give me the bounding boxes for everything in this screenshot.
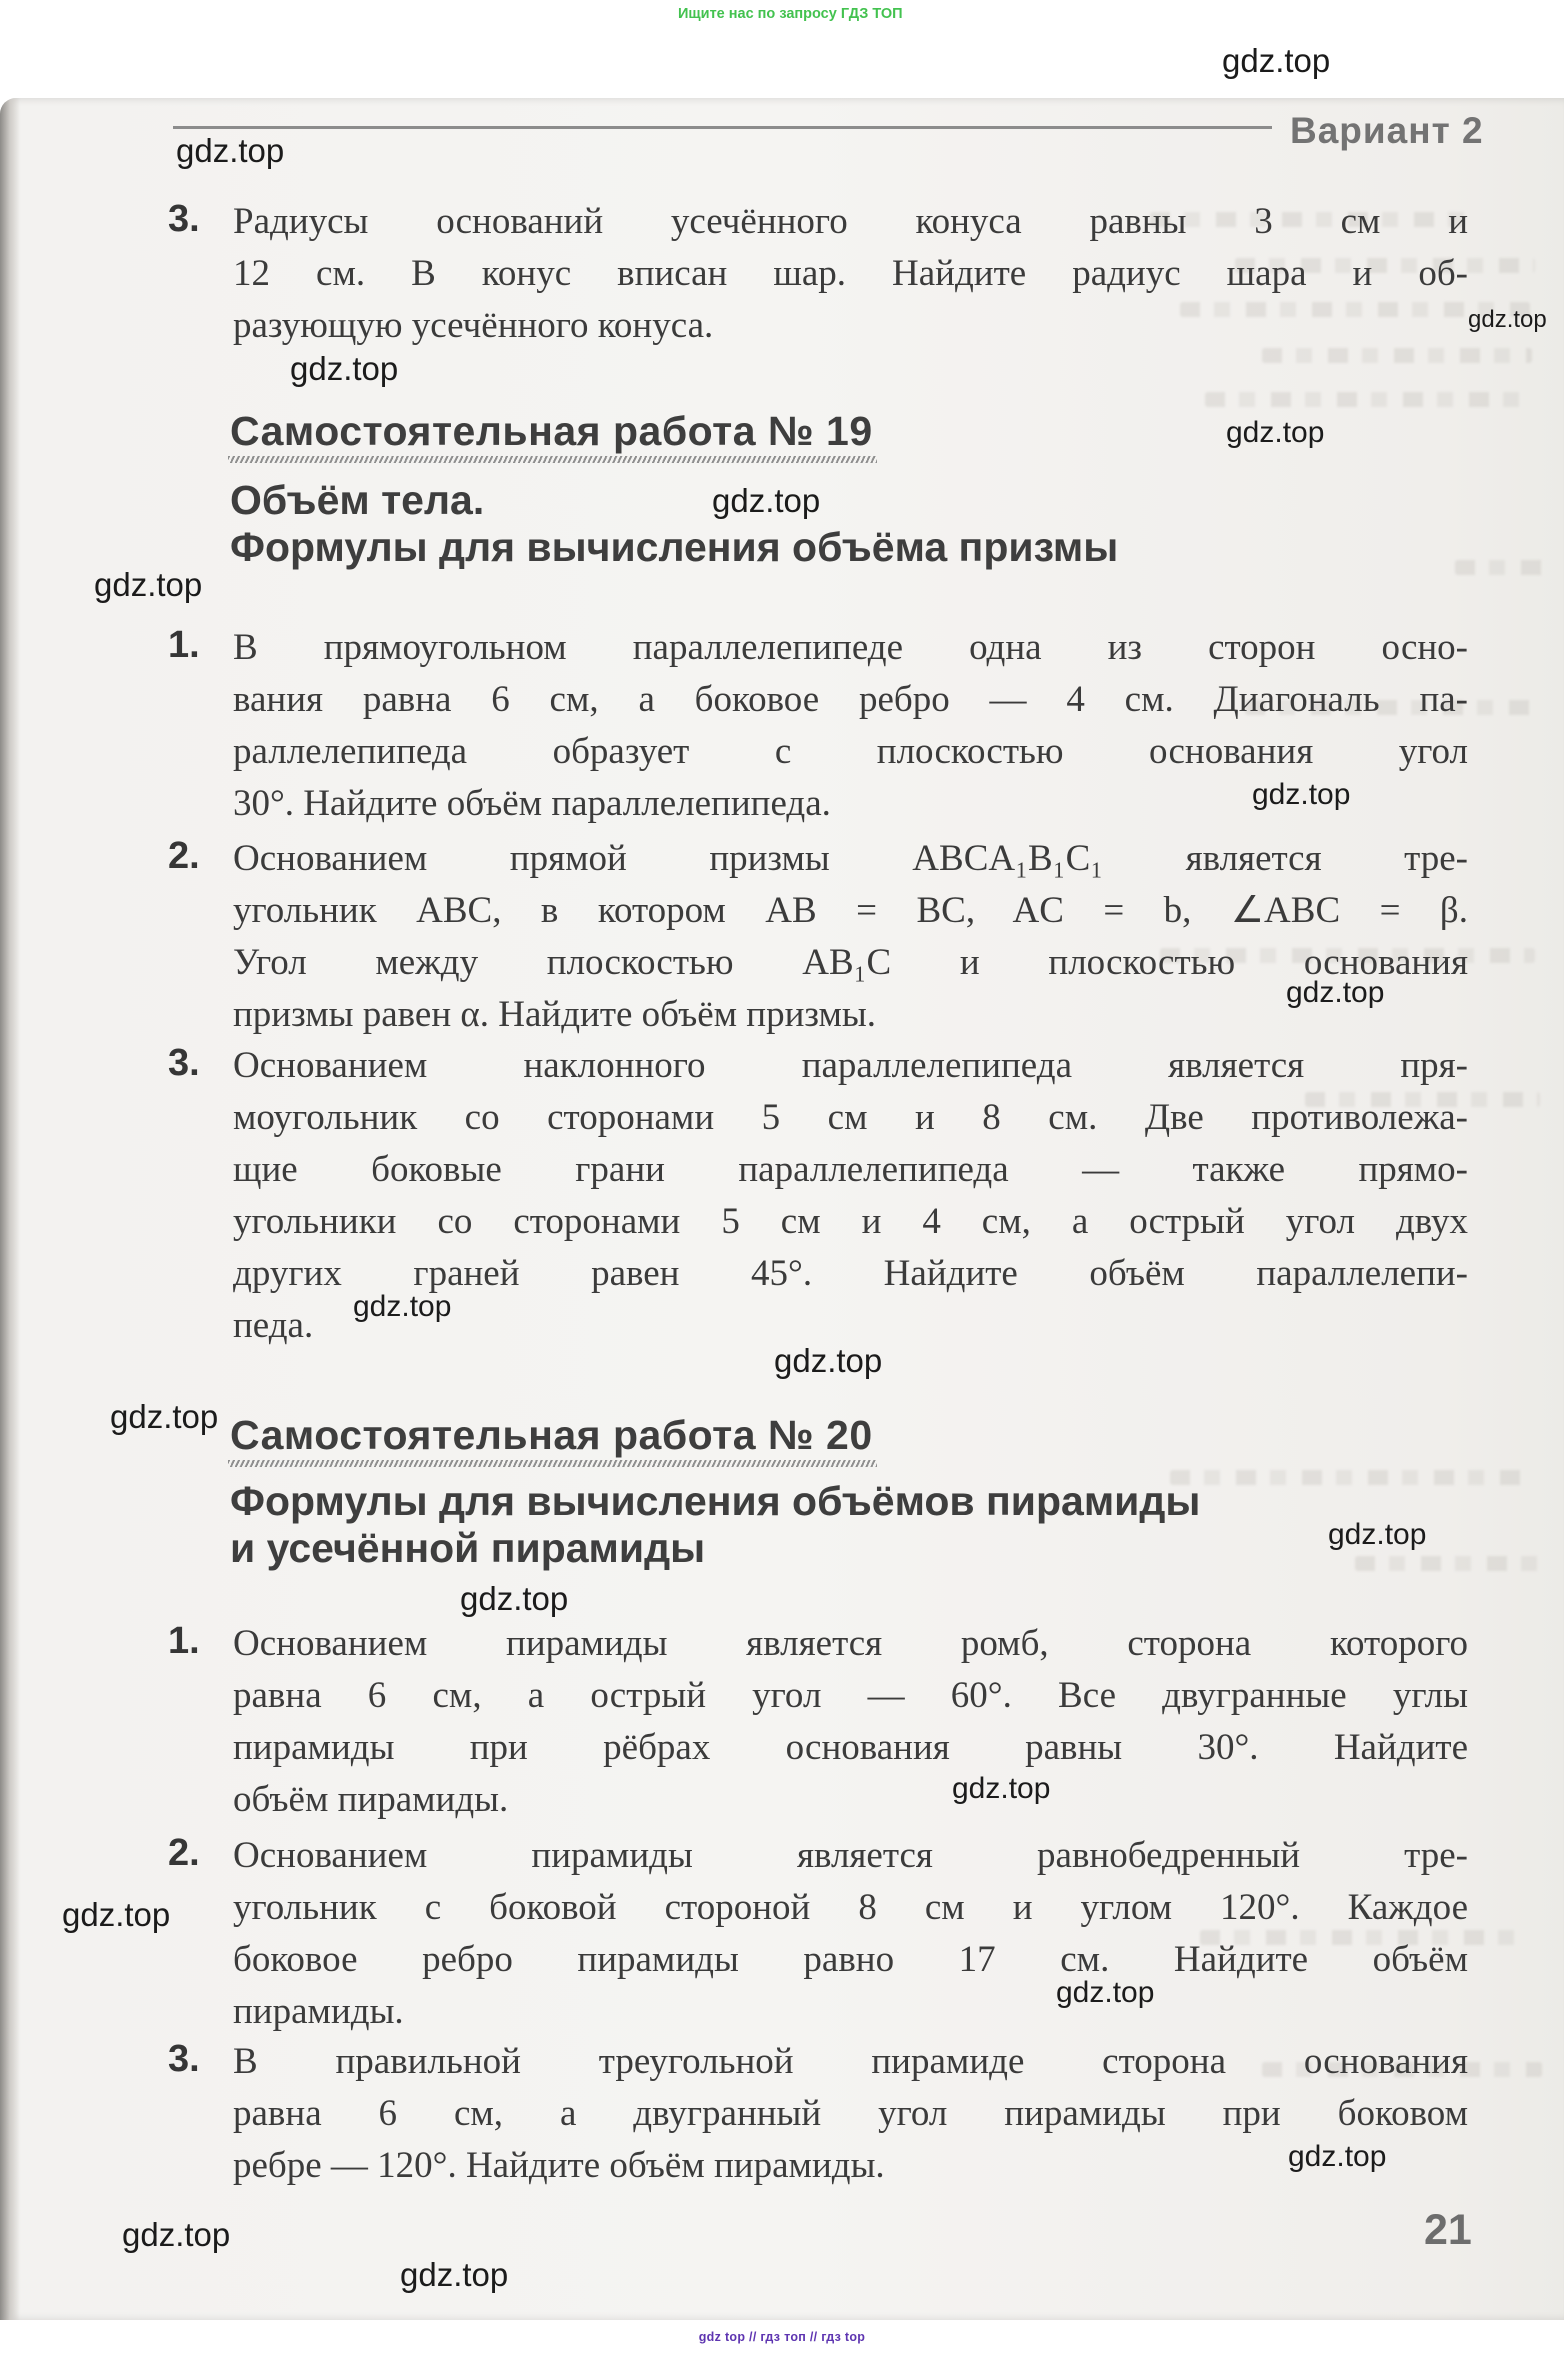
- problem-line: призмы равен α. Найдите объём призмы.: [233, 994, 877, 1035]
- watermark-gdz-top: gdz.top: [94, 566, 203, 603]
- problem-line: равна 6 см, а острый угол — 60°. Все двугранные углы: [233, 1675, 1468, 1716]
- watermark-gdz-top: gdz.top: [774, 1342, 883, 1379]
- problem-line: пирамиды при рёбрах основания равны 30°. Найдите: [233, 1727, 1468, 1768]
- problem-number: 3.: [168, 1042, 200, 1084]
- watermark-gdz-top: gdz.top: [110, 1398, 219, 1435]
- problem-number: 2.: [168, 1832, 200, 1874]
- problem-line: щие боковые грани параллелепипеда — также прямо-: [233, 1149, 1468, 1190]
- watermark-gdz-top: gdz.top: [353, 1290, 452, 1323]
- watermark-gdz-top: gdz.top: [1328, 1518, 1427, 1551]
- bleed-through-artifact: [1355, 1556, 1545, 1571]
- problem-line: Радиусы оснований усечённого конуса равны 3 см и: [233, 201, 1468, 242]
- problem-line: других граней равен 45°. Найдите объём параллелепи-: [233, 1253, 1468, 1294]
- watermark-gdz-top: gdz.top: [1468, 306, 1547, 333]
- header-rule: [173, 126, 1272, 129]
- section-19-underline: [228, 456, 877, 463]
- problem-line: 30°. Найдите объём параллелепипеда.: [233, 783, 831, 824]
- watermark-gdz-top: gdz.top: [1286, 976, 1385, 1009]
- page-edge-shadow: [0, 98, 20, 2320]
- problem-line: объём пирамиды.: [233, 1779, 509, 1820]
- watermark-gdz-top: gdz.top: [1056, 1976, 1155, 2009]
- section-20-subtitle-2: и усечённой пирамиды: [230, 1525, 706, 1571]
- watermark-gdz-top: gdz.top: [1252, 778, 1351, 811]
- problem-line: Основанием наклонного параллелепипеда является пря-: [233, 1045, 1468, 1086]
- problem-line: угольник с боковой стороной 8 см и углом 120°. Каждое: [233, 1887, 1468, 1928]
- watermark-gdz-top: gdz.top: [952, 1772, 1051, 1805]
- problem-line: В прямоугольном параллелепипеде одна из сторон осно-: [233, 627, 1468, 668]
- problem-line: угольники со сторонами 5 см и 4 см, а острый угол двух: [233, 1201, 1468, 1242]
- watermark-gdz-top: gdz.top: [122, 2216, 231, 2253]
- problem-line: Основанием пирамиды является ромб, сторона которого: [233, 1623, 1468, 1664]
- problem-line: пирамиды.: [233, 1991, 404, 2032]
- bleed-through-artifact: [1205, 392, 1535, 407]
- problem-19-2: [168, 833, 1468, 1041]
- problem-number: 2.: [168, 835, 200, 877]
- problem-20-2: [168, 1830, 1468, 2038]
- problem-line: Угол между плоскостью AB₁C и плоскостью основания: [233, 942, 1468, 983]
- section-19-title: Самостоятельная работа № 19: [230, 408, 873, 454]
- problem-line: боковое ребро пирамиды равно 17 см. Найдите объём: [233, 1939, 1468, 1980]
- problem-line: вания равна 6 см, а боковое ребро — 4 см. Диагональ па-: [233, 679, 1468, 720]
- problem-line: угольник ABC, в котором AB = BC, AC = b, ∠ABC = β.: [233, 890, 1468, 931]
- problem-number: 1.: [168, 1620, 200, 1662]
- section-19-subtitle-1: Объём тела.: [230, 477, 485, 523]
- problem-line: ребре — 120°. Найдите объём пирамиды.: [233, 2145, 885, 2186]
- watermark-gdz-top: gdz.top: [290, 350, 399, 387]
- gdz-promo-banner[interactable]: Ищите нас по запросу ГДЗ ТОП: [678, 6, 903, 22]
- bleed-through-artifact: [1170, 1470, 1530, 1485]
- problem-line: моугольник со сторонами 5 см и 8 см. Две противолежа-: [233, 1097, 1468, 1138]
- watermark-gdz-top: gdz.top: [1226, 416, 1325, 449]
- section-19-subtitle-2: Формулы для вычисления объёма призмы: [230, 524, 1119, 570]
- watermark-gdz-top: gdz.top: [400, 2256, 509, 2293]
- problem-line: В правильной треугольной пирамиде сторона основания: [233, 2041, 1468, 2082]
- problem-line: равна 6 см, а двугранный угол пирамиды при боковом: [233, 2093, 1468, 2134]
- problem-number: 3.: [168, 198, 200, 240]
- problem-line: педа.: [233, 1305, 314, 1346]
- watermark-gdz-top: gdz.top: [712, 482, 821, 519]
- problem-line: Основанием прямой призмы ABCA₁B₁C₁ является тре-: [233, 838, 1468, 879]
- watermark-gdz-top: gdz.top: [460, 1580, 569, 1617]
- problem-intro-3: [168, 196, 1468, 352]
- footer-links[interactable]: gdz top // гдз топ // гдз top: [698, 2330, 866, 2344]
- problem-number: 1.: [168, 624, 200, 666]
- section-20-subtitle-1: Формулы для вычисления объёмов пирамиды: [230, 1478, 1201, 1524]
- watermark-gdz-top: gdz.top: [176, 132, 285, 169]
- problem-number: 3.: [168, 2038, 200, 2080]
- section-20-title: Самостоятельная работа № 20: [230, 1412, 873, 1458]
- watermark-gdz-top: gdz.top: [62, 1896, 171, 1933]
- problem-line: Основанием пирамиды является равнобедренный тре-: [233, 1835, 1468, 1876]
- watermark-gdz-top: gdz.top: [1222, 42, 1331, 79]
- variant-label: Вариант 2: [1290, 110, 1484, 151]
- page-number: 21: [1424, 2206, 1472, 2254]
- bleed-through-artifact: [1455, 560, 1555, 575]
- problem-line: раллелепипеда образует с плоскостью основания угол: [233, 731, 1468, 772]
- watermark-gdz-top: gdz.top: [1288, 2140, 1387, 2173]
- problem-20-3: [168, 2036, 1468, 2192]
- problem-line: разующую усечённого конуса.: [233, 305, 714, 346]
- problem-20-1: [168, 1618, 1468, 1826]
- section-20-underline: [228, 1460, 877, 1467]
- problem-line: 12 см. В конус вписан шар. Найдите радиус шара и об-: [233, 253, 1468, 294]
